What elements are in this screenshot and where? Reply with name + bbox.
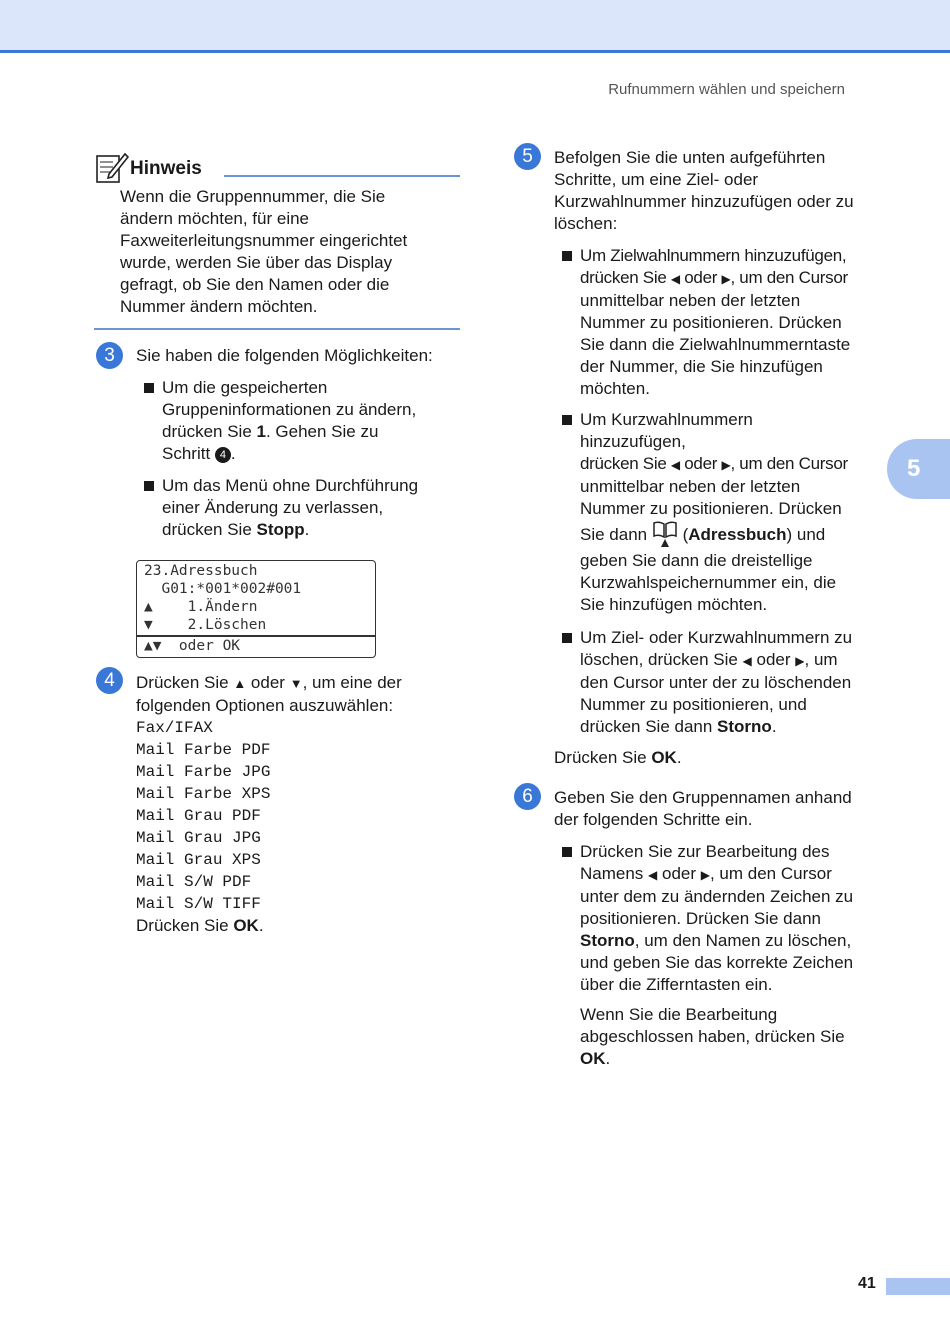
bullet-line: Storno, um den Namen zu löschen, — [580, 931, 852, 950]
bullet-line: Nummer zu positionieren. Drücken — [580, 313, 842, 332]
right-arrow-icon: ▶ — [721, 272, 731, 286]
step-3-bullet-1 — [162, 377, 462, 465]
bullet-line: Sie hinzufügen möchten. — [580, 595, 768, 614]
bullet-square — [562, 251, 572, 261]
bullet-line: über die Zifferntasten ein. — [580, 975, 773, 994]
step-line: Drücken Sie ▲ oder ▼, um eine der — [136, 673, 402, 692]
step-3-bullet-2 — [162, 475, 462, 541]
bullet-square — [562, 633, 572, 643]
bullet-line: drücken Sie dann Storno. — [580, 717, 777, 736]
step-6-bullet-1 — [580, 841, 880, 996]
page-number-band — [886, 1278, 950, 1295]
bullet-line: einer Änderung zu verlassen, — [162, 498, 384, 517]
up-arrow-icon: ▲ — [233, 676, 247, 691]
lcd-row: ▼ 2.Löschen — [144, 617, 267, 633]
bullet-line: Schritt 4 . — [162, 444, 236, 463]
bullet-line: unter dem zu ändernden Zeichen zu — [580, 887, 854, 906]
page-number: 41 — [858, 1275, 876, 1292]
bullet-line: löschen, drücken Sie ◀ oder ▶, um — [580, 650, 838, 669]
bullet-line: hinzuzufügen, — [580, 432, 686, 451]
bullet-square — [144, 383, 154, 393]
bullet-line: drücken Sie ◀ oder ▶, um den Cursor — [580, 268, 848, 287]
bullet-line: Sie dann (Adressbuch) und — [580, 520, 880, 550]
option-item: Fax/IFAX — [136, 719, 213, 737]
step-3-badge: 3 — [96, 342, 123, 369]
right-arrow-icon: ▶ — [721, 458, 731, 472]
option-item: Mail Farbe PDF — [136, 741, 271, 759]
left-arrow-icon: ◀ — [670, 458, 680, 472]
note-body — [120, 186, 450, 318]
bullet-line: Um Ziel- oder Kurzwahlnummern zu — [580, 628, 853, 647]
option-item: Mail Grau XPS — [136, 851, 261, 869]
bullet-line: Um die gespeicherten — [162, 378, 328, 397]
bullet-line: Nummer zu positionieren. Drücken — [580, 499, 842, 518]
step-line: Geben Sie den Gruppennamen anhand — [554, 788, 852, 807]
note-line: Faxweiterleitungsnummer eingerichtet — [120, 231, 408, 250]
note-divider-bottom — [94, 328, 460, 330]
note-line: ändern möchten, für eine — [120, 209, 310, 228]
bullet-line: geben Sie dann die dreistellige — [580, 551, 813, 570]
bullet-line: den Cursor unter der zu löschenden — [580, 673, 852, 692]
bullet-line: drücken Sie Stopp. — [162, 520, 310, 539]
note-line: Nummer ändern möchten. — [120, 297, 318, 316]
step-line: Schritte, um eine Ziel- oder — [554, 170, 759, 189]
bullet-line: und geben Sie das korrekte Zeichen — [580, 953, 854, 972]
down-arrow-icon: ▼ — [289, 676, 303, 691]
note-pencil-icon — [95, 150, 129, 184]
step-5-end: Drücken Sie OK. — [554, 748, 682, 767]
step-5-bullet-3 — [580, 627, 880, 738]
lcd-divider — [137, 635, 375, 637]
lcd-row: 23.Adressbuch — [144, 563, 258, 579]
bullet-line: Um das Menü ohne Durchführung — [162, 476, 419, 495]
lcd-row: ▲▼ oder OK — [144, 638, 241, 654]
step-reference-4[interactable]: 4 — [215, 447, 231, 463]
step-3-text: Sie haben die folgenden Möglichkeiten: — [136, 346, 433, 365]
step-4-badge: 4 — [96, 667, 123, 694]
bullet-square — [562, 415, 572, 425]
bullet-line: Gruppeninformationen zu ändern, — [162, 400, 417, 419]
option-item: Mail Grau PDF — [136, 807, 261, 825]
left-arrow-icon: ◀ — [742, 654, 752, 668]
running-title: Rufnummern wählen und speichern — [608, 81, 845, 98]
step-line: abgeschlossen haben, drücken Sie — [580, 1027, 845, 1046]
left-arrow-icon: ◀ — [670, 272, 680, 286]
option-item: Mail Farbe XPS — [136, 785, 271, 803]
note-line: Wenn die Gruppennummer, die Sie — [120, 187, 386, 206]
step-line: der folgenden Schritte ein. — [554, 810, 753, 829]
bullet-line: Um Kurzwahlnummern — [580, 410, 753, 429]
step-5-bullet-2 — [580, 409, 880, 616]
step-line: löschen: — [554, 214, 618, 233]
step-6-paragraph — [580, 1004, 880, 1070]
step-line: Befolgen Sie die unten aufgeführten — [554, 148, 826, 167]
bullet-square — [144, 481, 154, 491]
bullet-line: möchten. — [580, 379, 650, 398]
chapter-tab[interactable]: 5 — [887, 439, 950, 499]
option-list — [136, 717, 456, 915]
bullet-line: Sie dann die Zielwahlnummerntaste — [580, 335, 851, 354]
right-arrow-icon: ▶ — [700, 868, 710, 882]
bullet-line: drücken Sie ◀ oder ▶, um den Cursor — [580, 454, 848, 473]
note-line: wurde, werden Sie über das Display — [120, 253, 393, 272]
bullet-line: Drücken Sie zur Bearbeitung des — [580, 842, 830, 861]
step-5-text — [554, 147, 884, 235]
bullet-line: der Nummer, die Sie hinzufügen — [580, 357, 823, 376]
step-5-bullet-1 — [580, 245, 880, 400]
step-line: OK. — [580, 1049, 611, 1068]
option-item: Mail Farbe JPG — [136, 763, 271, 781]
note-line: gefragt, ob Sie den Namen oder die — [120, 275, 390, 294]
step-line: folgenden Optionen auszuwählen: — [136, 696, 394, 715]
lcd-row: ▲ 1.Ändern — [144, 599, 258, 615]
lcd-display — [136, 560, 376, 658]
step-4-text — [136, 672, 456, 937]
address-book-icon — [652, 520, 678, 548]
option-item: Mail Grau JPG — [136, 829, 261, 847]
option-item: Mail S/W PDF — [136, 873, 252, 891]
bullet-line: drücken Sie 1. Gehen Sie zu — [162, 422, 379, 441]
bullet-line: Kurzwahlspeichernummer ein, die — [580, 573, 837, 592]
header-band — [0, 0, 950, 53]
step-6-text — [554, 787, 884, 831]
bullet-line: Namens ◀ oder ▶, um den Cursor — [580, 864, 832, 883]
left-arrow-icon: ◀ — [648, 868, 658, 882]
right-arrow-icon: ▶ — [795, 654, 805, 668]
step-5-badge: 5 — [514, 143, 541, 170]
bullet-line: Nummer zu positionieren, und — [580, 695, 807, 714]
step-line: Wenn Sie die Bearbeitung — [580, 1005, 778, 1024]
bullet-line: unmittelbar neben der letzten — [580, 477, 801, 496]
step-line: Drücken Sie OK. — [136, 916, 264, 935]
note-divider-top — [224, 175, 460, 177]
lcd-row: G01:*001*002#001 — [144, 581, 302, 597]
step-6-badge: 6 — [514, 783, 541, 810]
bullet-line: positionieren. Drücken Sie dann — [580, 909, 821, 928]
note-title: Hinweis — [130, 158, 202, 179]
bullet-line: Um Zielwahlnummern hinzuzufügen, — [580, 246, 847, 265]
bullet-line: unmittelbar neben der letzten — [580, 291, 801, 310]
option-item: Mail S/W TIFF — [136, 895, 261, 913]
bullet-square — [562, 847, 572, 857]
step-line: Kurzwahlnummer hinzuzufügen oder zu — [554, 192, 854, 211]
